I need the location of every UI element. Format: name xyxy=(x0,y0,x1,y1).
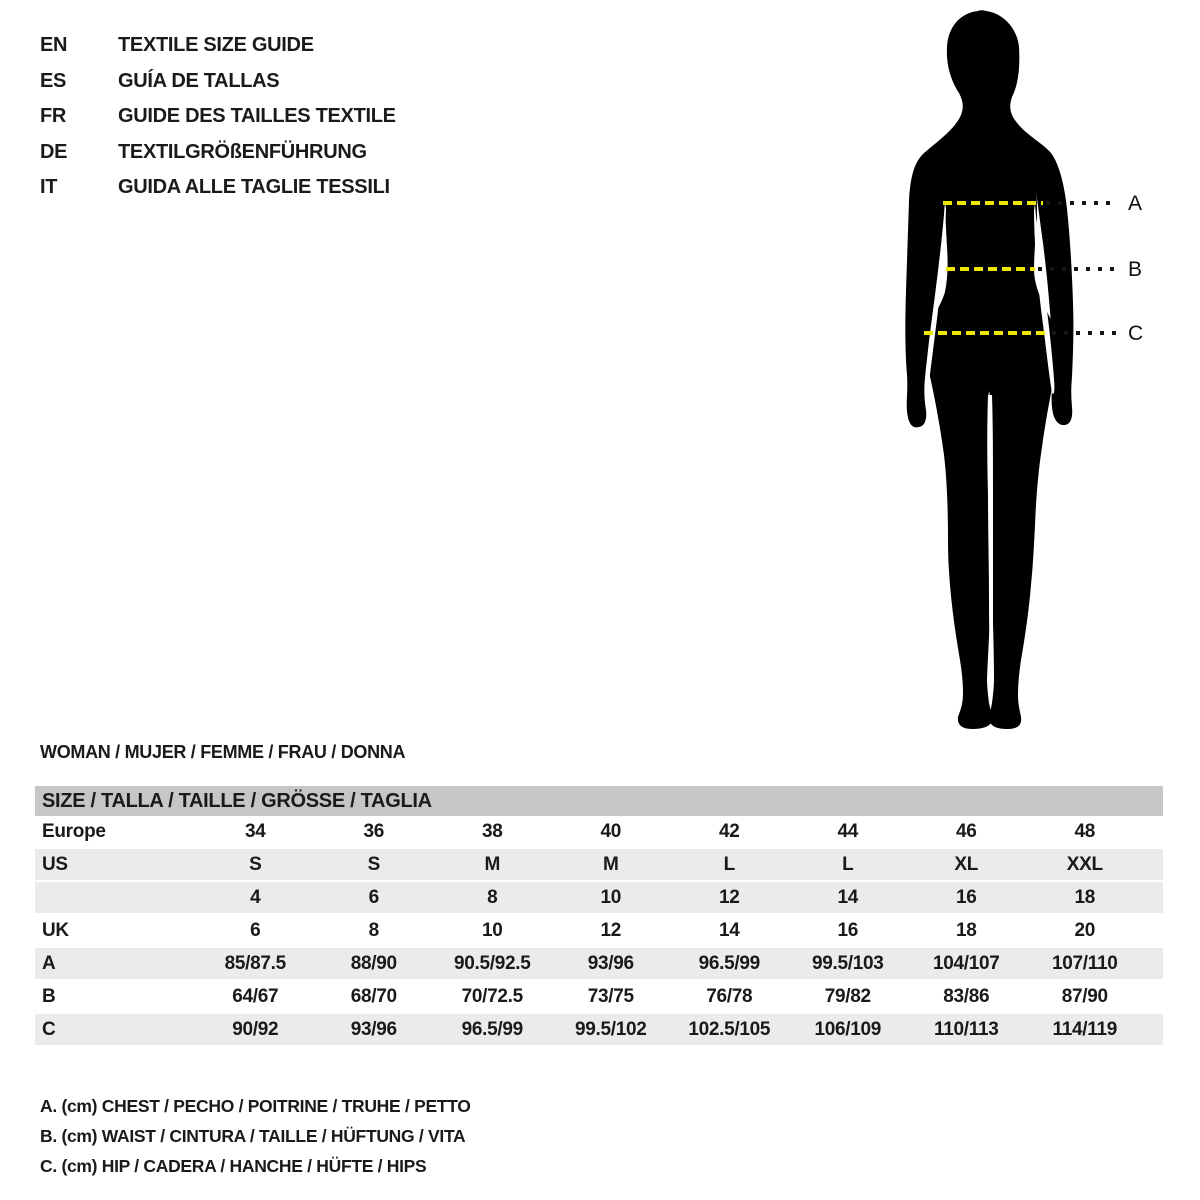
measure-leader-dots xyxy=(1052,331,1116,335)
table-cell: 40 xyxy=(600,820,622,842)
table-cell: 68/70 xyxy=(350,985,397,1007)
table-cell: 90/92 xyxy=(232,1018,279,1040)
language-code: DE xyxy=(40,140,68,163)
table-row xyxy=(35,981,1163,1014)
measure-letter: B xyxy=(1128,258,1143,281)
table-cell: 18 xyxy=(955,919,977,941)
measure-dash-line xyxy=(946,267,1035,271)
measurement-legend xyxy=(40,1096,471,1186)
language-title: GUIDE DES TAILLES TEXTILE xyxy=(118,105,396,128)
table-cell: 34 xyxy=(244,820,266,842)
table-cell: 73/75 xyxy=(587,985,634,1007)
table-cell: 6 xyxy=(250,919,261,941)
language-row xyxy=(40,99,396,135)
table-cell: 93/96 xyxy=(350,1018,397,1040)
language-code: ES xyxy=(40,69,67,92)
table-cell: 102.5/105 xyxy=(688,1018,771,1040)
woman-silhouette-icon xyxy=(900,5,1080,735)
table-cell: 79/82 xyxy=(824,985,871,1007)
table-cell: 96.5/99 xyxy=(461,1018,523,1040)
table-cell: S xyxy=(367,853,380,875)
table-row-label: A xyxy=(42,952,56,974)
language-row xyxy=(40,170,396,206)
table-row-label: Europe xyxy=(42,820,106,842)
table-cell: 12 xyxy=(600,919,622,941)
table-cell: 38 xyxy=(481,820,503,842)
table-row xyxy=(35,849,1163,882)
table-cell: 64/67 xyxy=(232,985,279,1007)
table-cell: 8 xyxy=(487,886,498,908)
table-cell: 16 xyxy=(837,919,859,941)
table-cell: 14 xyxy=(718,919,740,941)
table-row-label: UK xyxy=(42,919,69,941)
language-title: TEXTILGRÖßENFÜHRUNG xyxy=(118,140,367,163)
language-row xyxy=(40,64,396,100)
table-row xyxy=(35,882,1163,915)
language-code: IT xyxy=(40,176,58,199)
table-cell: 46 xyxy=(955,820,977,842)
table-cell: 85/87.5 xyxy=(224,952,286,974)
legend-line: A. (cm) CHEST / PECHO / POITRINE / TRUHE / PETTO xyxy=(40,1096,471,1116)
table-cell: 20 xyxy=(1074,919,1096,941)
table-row xyxy=(35,948,1163,981)
table-row-label: C xyxy=(42,1018,56,1040)
table-cell: 36 xyxy=(363,820,385,842)
table-cell: 104/107 xyxy=(932,952,1000,974)
table-row xyxy=(35,816,1163,849)
table-cell: 87/90 xyxy=(1061,985,1108,1007)
table-cell: 83/86 xyxy=(943,985,990,1007)
language-title: GUÍA DE TALLAS xyxy=(118,69,280,92)
size-table-header-label: SIZE / TALLA / TAILLE / GRÖSSE / TAGLIA xyxy=(42,789,432,812)
table-cell: 10 xyxy=(481,919,503,941)
table-cell: 76/78 xyxy=(706,985,753,1007)
size-table-header xyxy=(35,786,1163,816)
language-title: GUIDA ALLE TAGLIE TESSILI xyxy=(118,176,390,199)
language-list xyxy=(40,28,396,206)
table-cell: 90.5/92.5 xyxy=(453,952,531,974)
language-row xyxy=(40,135,396,171)
legend-line: B. (cm) WAIST / CINTURA / TAILLE / HÜFTUNG / VITA xyxy=(40,1126,466,1146)
table-cell: 93/96 xyxy=(587,952,634,974)
table-row xyxy=(35,915,1163,948)
table-cell: 110/113 xyxy=(934,1018,999,1040)
table-cell: 70/72.5 xyxy=(461,985,523,1007)
measure-letter: A xyxy=(1128,192,1143,215)
size-table-body xyxy=(35,816,1163,1047)
measure-leader-dots xyxy=(1046,201,1116,205)
measure-dash-line xyxy=(943,201,1043,205)
table-cell: 6 xyxy=(368,886,379,908)
table-cell: 16 xyxy=(955,886,977,908)
table-cell: XL xyxy=(954,853,979,875)
measure-dash-line xyxy=(924,331,1049,335)
table-cell: 88/90 xyxy=(350,952,397,974)
table-cell: L xyxy=(842,853,854,875)
table-cell: 114/119 xyxy=(1052,1018,1117,1040)
section-title: WOMAN / MUJER / FEMME / FRAU / DONNA xyxy=(40,742,406,762)
table-cell: 18 xyxy=(1074,886,1096,908)
language-row xyxy=(40,28,396,64)
table-cell: 42 xyxy=(718,820,740,842)
table-cell: 99.5/102 xyxy=(574,1018,647,1040)
woman-silhouette-figure xyxy=(900,5,1080,735)
table-cell: S xyxy=(249,853,262,875)
table-cell: 8 xyxy=(368,919,379,941)
language-code: EN xyxy=(40,34,68,57)
table-cell: 99.5/103 xyxy=(811,952,884,974)
table-cell: M xyxy=(602,853,619,875)
table-row xyxy=(35,1014,1163,1047)
table-row-label: US xyxy=(42,853,68,875)
table-cell: L xyxy=(723,853,735,875)
size-table xyxy=(35,786,1163,1047)
table-cell: 4 xyxy=(250,886,261,908)
table-cell: 106/109 xyxy=(814,1018,882,1040)
language-title: TEXTILE SIZE GUIDE xyxy=(118,34,314,57)
table-cell: 44 xyxy=(837,820,859,842)
table-cell: XXL xyxy=(1066,853,1103,875)
measure-leader-dots xyxy=(1038,267,1116,271)
table-row-label: B xyxy=(42,985,56,1007)
table-cell: 10 xyxy=(600,886,622,908)
table-cell: 107/110 xyxy=(1051,952,1118,974)
table-cell: M xyxy=(484,853,501,875)
legend-line: C. (cm) HIP / CADERA / HANCHE / HÜFTE / HIPS xyxy=(40,1156,427,1176)
measure-letter: C xyxy=(1128,322,1144,345)
table-cell: 12 xyxy=(718,886,740,908)
table-cell: 48 xyxy=(1074,820,1096,842)
table-cell: 96.5/99 xyxy=(698,952,760,974)
language-code: FR xyxy=(40,105,67,128)
table-cell: 14 xyxy=(837,886,859,908)
